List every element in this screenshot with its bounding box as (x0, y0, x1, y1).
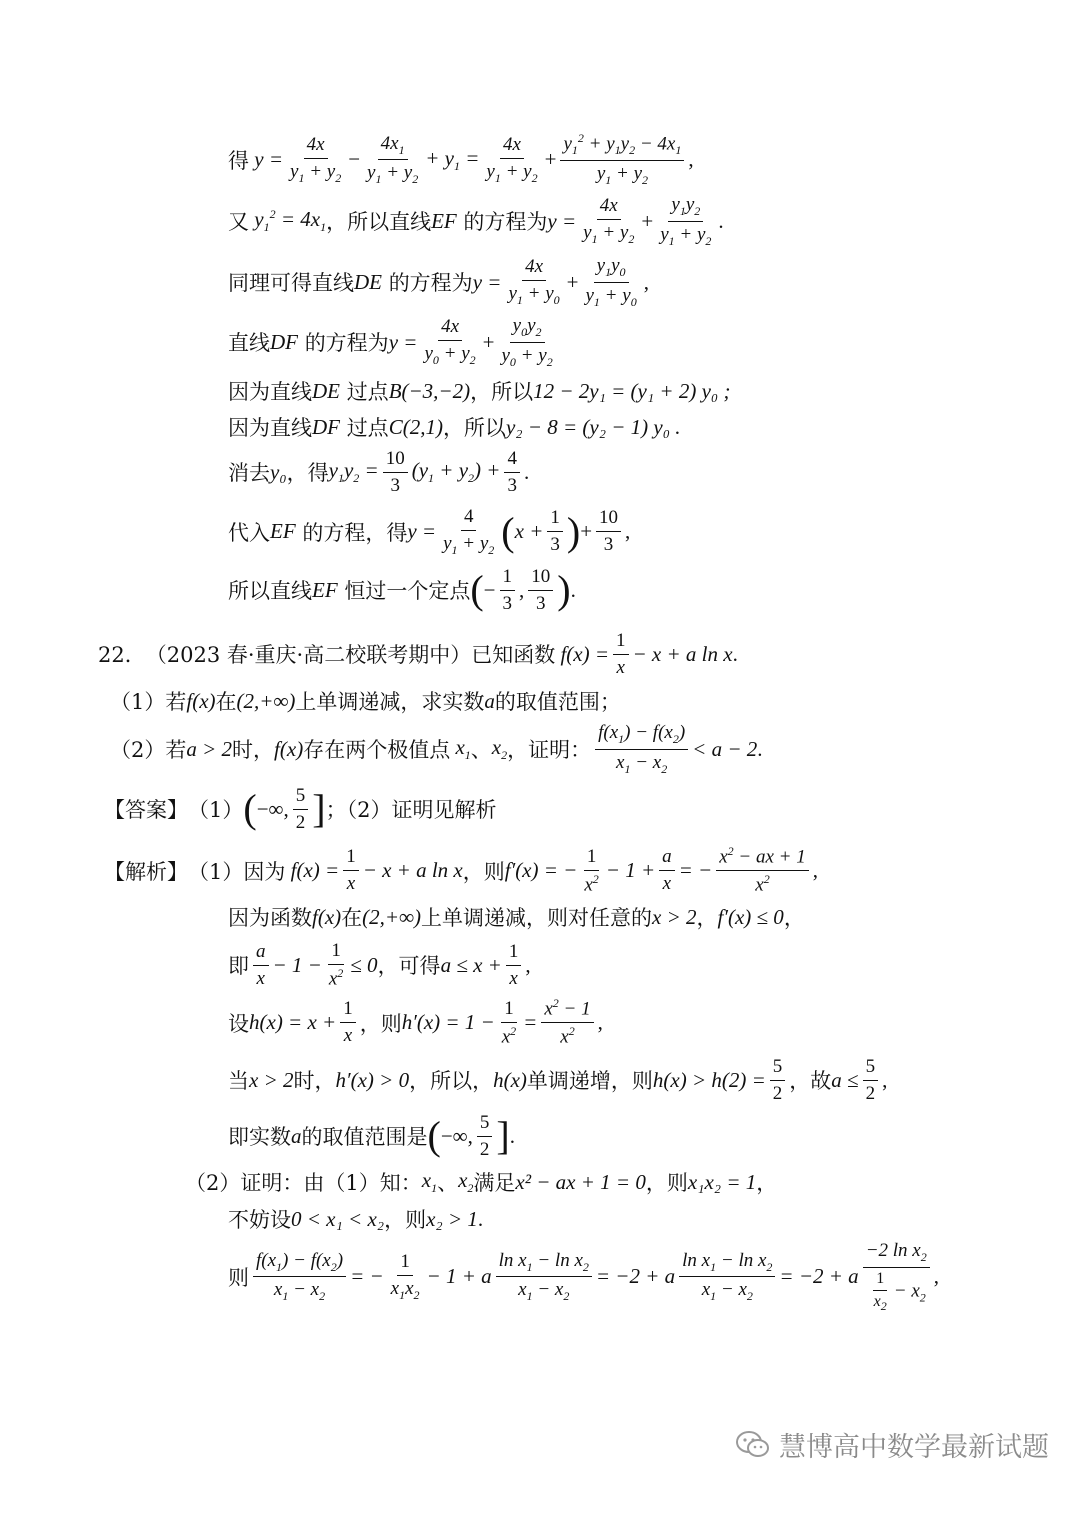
problem-22-part-1: （1）若 f(x) 在 (2,+∞) 上单调递减，求实数 a 的取值范围； (110, 688, 621, 714)
analysis-line-3: 即 $\frac{a}{x}$ − 1 − $\frac{1}{x^2}$ ≤ 0 ，可得 a ≤ x + $\frac{1}{x}$ , (228, 940, 531, 990)
fraction: $\frac{5}{2}$ (477, 1112, 493, 1161)
fraction: $\frac{4}{y_1 + y_2}$ (443, 506, 495, 557)
analysis-line-4: 设 h(x) = x + $\frac{1}{x}$ ，则 h′(x) = 1 − $\frac{1}{x^2}$ = $\frac{x^2 - 1}{x^2}$ , (228, 996, 603, 1048)
fraction: $\frac{4x_1}{y_1 + y_2}$ (367, 132, 419, 187)
fraction: $\frac{4x}{y_1 + y_2}$ (583, 195, 635, 247)
fraction: $\frac{1}{3}$ (500, 566, 516, 615)
watermark (735, 1425, 1049, 1464)
fraction: $\frac{10}{3}$ (596, 507, 621, 556)
fraction: $\frac{1}{x_1x_2}$ (390, 1251, 420, 1302)
analysis-line-5: 当 x > 2 时， h′(x) > 0 ，所以， h(x) 单调递增，则 h(x) > h(2) = $\frac{5}{2}$ ，故 a ≤ $\frac{5}{2}$ , (228, 1056, 888, 1104)
derivation-line-4: 直线 DF 的方程为 y = $\frac{4x}{y_0 + y_2}$ + $\frac{y_0y_2}{y_0 + y_2}$ (228, 315, 560, 369)
fraction: $\frac{5}{2}$ (863, 1056, 879, 1105)
analysis-label: 【解析】 (104, 859, 188, 884)
fraction: $\frac{a}{x}$ (253, 941, 269, 990)
fraction: $\frac{y_1y_0}{y_1 + y_0}$ (585, 255, 637, 309)
fraction: $\frac{10}{3}$ (528, 566, 553, 615)
fraction: $\frac{1}{x}$ (343, 846, 359, 895)
analysis-line-1: 【解析】 （1）因为 f(x) = $\frac{1}{x}$ − x + a ln x ，则 f′(x) = − $\frac{1}{x^2}$ − 1 + $\frac{a}{x}$ = − $\frac{x^2 - ax + 1}{x^2}$ , (104, 844, 818, 896)
analysis-line-2: 因为函数 f(x) 在 (2,+∞) 上单调递减，则对任意的 x > 2 ， f′(x) ≤ 0 ， (228, 904, 805, 930)
answer-line: 【答案】 （1） ( −∞, $\frac{5}{2}$ ] ；（2）证明见解析 (104, 785, 497, 833)
fraction: $\frac{y_1y_2}{y_1 + y_2}$ (660, 194, 712, 248)
fraction: $\frac{y_0y_2}{y_0 + y_2}$ (501, 315, 553, 369)
fraction: $\frac{y_1^2 + y_1y_2 - 4x_1}{y_1 + y_2}$ (560, 132, 684, 188)
fraction: $\frac{x^2 - 1}{x^2}$ (541, 997, 593, 1048)
fraction: $\frac{4x}{y_1 + y_2}$ (486, 134, 538, 185)
fraction: $\frac{x^2 - ax + 1}{x^2}$ (716, 845, 809, 896)
analysis-line-6: 即实数 a 的取值范围是 ( −∞, $\frac{5}{2}$ ] . (228, 1112, 515, 1160)
fraction: $\frac{f(x_1) - f(x_2)}{x_1 - x_2}$ (595, 722, 688, 776)
problem-22-part-2: （2）若 a > 2 时， f(x) 存在两个极值点 $x_1$ 、 $x_2$ ，证明： $\frac{f(x_1) - f(x_2)}{x_1 - x_2}$ < a − 2 . (110, 722, 763, 776)
problem-number: 22． (98, 643, 146, 668)
analysis-part-2-line-2: 不妨设 0 < x₁ < x₂ ，则 x₂ > 1 . (228, 1206, 484, 1232)
fraction: $\frac{1}{x}$ (613, 630, 629, 679)
fraction: $\frac{1}{x}$ (506, 941, 522, 990)
fraction: $\frac{\ln x_1 - \ln x_2}{x_1 - x_2}$ (496, 1250, 592, 1304)
derivation-line-2: 又 $y_1^2 = 4x_1$ ，所以直线 EF 的方程为 y = $\frac{4x}{y_1 + y_2}$ + $\frac{y_1y_2}{y_1 + y_2}$ . (228, 194, 724, 248)
fraction: $\frac{5}{2}$ (293, 785, 309, 834)
derivation-line-6: 因为直线 DF 过点 C(2,1) ，所以 y₂ − 8 = (y₂ − 1) y₀ . (228, 414, 681, 440)
analysis-part-2-line-3: 则 $\frac{f(x_1) - f(x_2)}{x_1 - x_2}$ = − $\frac{1}{x_1x_2}$ − 1 + a $\frac{\ln x_1 - \ln x_2}{x_1 - x_2}$ = −2 + a $\frac{\ln x_1 - \ln x_2}{x_1 - x_2}$ = −2 + a −2 $\ln x_2$ $\frac{1}{x_2}$ − $x_2$ , (228, 1240, 939, 1314)
analysis-part-2-line-1: （2）证明：由（1）知： $x_1$ 、 $x_2$ 满足 x² − ax + 1 = 0 ，则 x₁x₂ = 1 ， (185, 1167, 778, 1196)
derivation-line-5: 因为直线 DE 过点 B(−3,−2) ，所以 12 − 2y₁ = (y₁ + 2) y₀ ; (228, 378, 731, 404)
fraction: $\frac{10}{3}$ (383, 448, 408, 497)
fraction: $\frac{1}{3}$ (547, 507, 563, 556)
fraction: $\frac{1}{x^2}$ (328, 940, 344, 990)
answer-label: 【答案】 (104, 798, 188, 823)
fraction: $\frac{\ln x_1 - \ln x_2}{x_1 - x_2}$ (679, 1250, 775, 1304)
derivation-line-8: 代入 EF 的方程，得 y = $\frac{4}{y_1 + y_2}$ ( x + $\frac{1}{3}$ ) + $\frac{10}{3}$ , (228, 506, 631, 557)
fraction: $\frac{1}{x}$ (340, 998, 356, 1047)
fraction: $\frac{f(x_1) - f(x_2)}{x_1 - x_2}$ (253, 1250, 346, 1304)
watermark-text: 慧博高中数学最新试题 (779, 1432, 1049, 1463)
derivation-line-7: 消去 y₀ ，得 $y_1y_2$ = $\frac{10}{3}$ $(y_1 + y_2)$ + $\frac{4}{3}$ . (228, 448, 530, 496)
fraction: $\frac{4x}{y_1 + y_0}$ (508, 256, 560, 308)
derivation-line-1: 得 y = $\frac{4x}{y_1 + y_2}$ − $\frac{4x_1}{y_1 + y_2}$ + $y_1$ = $\frac{4x}{y_1 + y_2}$ + $\frac{y_1^2 + y_1y_2 - 4x_1}{y_1 + y_2}$ , (228, 131, 694, 187)
problem-22-stem: 22． （2023 春·重庆·高二校联考期中） 已知函数 f(x) = $\frac{1}{x}$ − x + a ln x . (98, 630, 738, 678)
fraction: −2 $\ln x_2$ $\frac{1}{x_2}$ − $x_2$ (863, 1240, 930, 1314)
fraction: $\frac{4}{3}$ (504, 448, 520, 497)
derivation-line-3: 同理可得直线 DE 的方程为 y = $\frac{4x}{y_1 + y_0}$ + $\frac{y_1y_0}{y_1 + y_0}$ , (228, 255, 649, 309)
problem-source: （2023 春·重庆·高二校联考期中） (145, 643, 472, 668)
fraction: $\frac{4x}{y_1 + y_2}$ (290, 134, 342, 185)
wechat-icon (735, 1430, 771, 1460)
fraction: $\frac{a}{x}$ (659, 846, 675, 895)
fraction: $\frac{5}{2}$ (770, 1056, 786, 1105)
fraction: $\frac{4x}{y_0 + y_2}$ (424, 316, 476, 368)
derivation-line-9: 所以直线 EF 恒过一个定点 ( − $\frac{1}{3}$ , $\frac{10}{3}$ ) . (228, 566, 576, 614)
fraction: $\frac{1}{x^2}$ (584, 845, 599, 895)
fraction: $\frac{1}{x^2}$ (501, 997, 517, 1047)
